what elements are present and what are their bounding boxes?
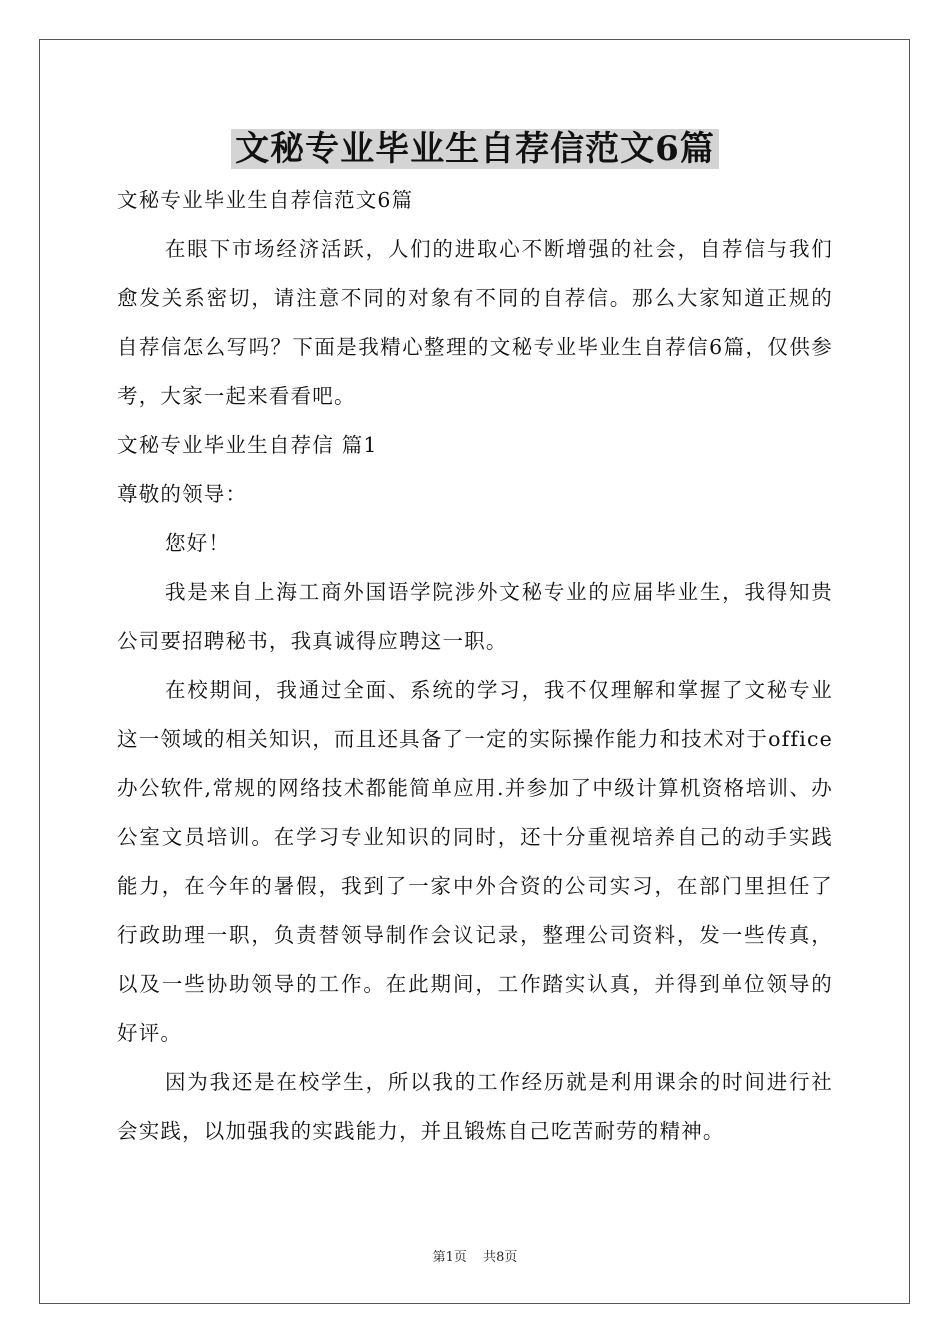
document-subtitle: 文秘专业毕业生自荐信范文6篇	[117, 188, 414, 212]
document-body	[117, 176, 833, 1156]
document-title-text: 文秘专业毕业生自荐信范文6篇	[231, 129, 719, 169]
greeting: 您好！	[165, 531, 231, 555]
body-paragraph-3: 因为我还是在校学生，所以我的工作经历就是利用课余的时间进行社会实践，以加强我的实践能力，并且锻炼自己吃苦耐劳的精神。	[117, 1070, 833, 1143]
section-heading: 文秘专业毕业生自荐信 篇1	[117, 433, 378, 457]
document-title	[0, 126, 950, 172]
page-footer	[0, 1246, 950, 1265]
body-paragraph-2: 在校期间，我通过全面、系统的学习，我不仅理解和掌握了文秘专业这一领域的相关知识，而且还具备了一定的实际操作能力和技术对于office办公软件,常规的网络技术都能简单应用.并参加了中级计算机资格培训、办公室文员培训。在学习专业知识的同时，还十分重视培养自己的动手实践能力，在今年的暑假，我到了一家中外合资的公司实习，在部门里担任了行政助理一职，负责替领导制作会议记录，整理公司资料，发一些传真，以及一些协助领导的工作。在此期间，工作踏实认真，并得到单位领导的好评。	[117, 678, 833, 1045]
page-number: 第1页	[432, 1250, 467, 1265]
intro-paragraph: 在眼下市场经济活跃，人们的进取心不断增强的社会，自荐信与我们愈发关系密切，请注意不同的对象有不同的自荐信。那么大家知道正规的自荐信怎么写吗？下面是我精心整理的文秘专业毕业生自荐信6篇，仅供参考，大家一起来看看吧。	[117, 237, 833, 408]
page-total: 共8页	[483, 1250, 518, 1265]
salutation: 尊敬的领导：	[117, 482, 248, 506]
body-paragraph-1: 我是来自上海工商外国语学院涉外文秘专业的应届毕业生，我得知贵公司要招聘秘书，我真诚得应聘这一职。	[117, 580, 833, 653]
